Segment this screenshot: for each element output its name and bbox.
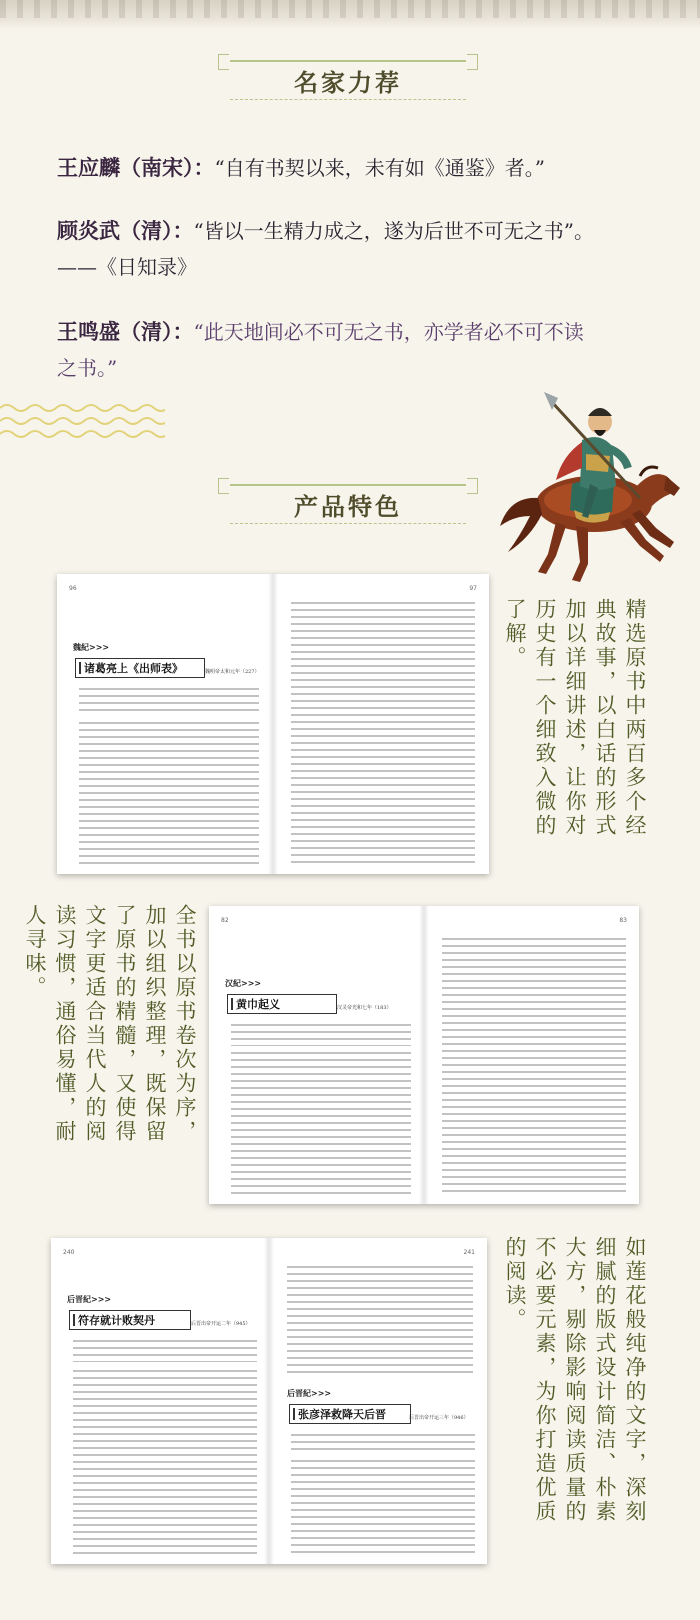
book-spine [419, 906, 429, 1204]
text-block [287, 1266, 473, 1378]
text-block [79, 688, 259, 714]
chapter-title-box [227, 994, 337, 1014]
book-page-left [57, 574, 273, 874]
page-number: 82 [221, 917, 229, 924]
chapter-date: 后晋出帝开运二年（945） [191, 1321, 251, 1327]
text-block [79, 722, 259, 867]
quote-text: “此天地间必不可无之书，亦学者必不可不读之书。” [57, 320, 584, 380]
text-block [291, 1460, 475, 1556]
section-title-recommend [230, 60, 466, 100]
book-spread-3 [51, 1238, 487, 1564]
chapter-title: 黄巾起义 [236, 998, 280, 1011]
book-page-right [273, 574, 489, 874]
chapter-title: 张彦泽救降天后晋 [298, 1408, 386, 1421]
text-block [231, 1052, 411, 1197]
section-title-features [230, 484, 466, 524]
book-page-left [51, 1238, 269, 1564]
chapter-date: 汉灵帝光和七年（183） [337, 1005, 392, 1011]
quote-text: “自有书契以来，未有如《通鉴》者。” [214, 156, 545, 180]
book-spine [268, 574, 278, 874]
quote-1 [57, 150, 597, 186]
section-label: 后晋紀>>> [67, 1294, 112, 1304]
chapter-title-box [69, 1310, 191, 1330]
chapter-date: 后晋出帝开运三年（946） [409, 1415, 469, 1421]
quote-author: 王应麟（南宋）： [57, 155, 215, 180]
feature-description-3: 如莲花般纯净的文字，深刻细腻的版式设计简洁、朴素大方，剔除影响阅读质量的不必要元素，为你打造优质的阅读。 [503, 1236, 647, 1524]
book-spine [264, 1238, 274, 1564]
page-number: 241 [463, 1249, 475, 1256]
text-block [442, 938, 626, 1196]
text-block [73, 1340, 257, 1362]
book-page-left [209, 906, 424, 1204]
feature-description-1: 精选原书中两百多个经典故事，以白话的形式加以详细讲述，让你对历史有一个细致入微的了解。 [503, 598, 647, 838]
page-number: 83 [619, 917, 627, 924]
chapter-title: 符存就计败契丹 [78, 1314, 155, 1327]
text-block [291, 602, 475, 867]
section-title-text: 名家力荐 [294, 67, 402, 97]
quote-2 [57, 213, 597, 285]
text-block [73, 1370, 257, 1555]
chapter-title-box [75, 658, 205, 678]
section-label: 魏紀>>> [73, 642, 110, 652]
book-spread-2 [209, 906, 639, 1204]
quote-author: 顾炎武（清）： [57, 218, 194, 243]
text-block [231, 1024, 411, 1046]
wavy-lines-decoration [0, 400, 165, 444]
section-title-text: 产品特色 [294, 491, 402, 521]
book-spread-1 [57, 574, 489, 874]
top-decorative-band [0, 0, 700, 30]
section-label: 后晋紀>>> [287, 1388, 332, 1398]
chapter-title-box [289, 1404, 411, 1424]
quote-text: “皆以一生精力成之，遂为后世不可无之书”。——《日知录》 [57, 219, 594, 279]
text-block [291, 1434, 475, 1454]
quote-author: 王鸣盛（清）： [57, 319, 194, 344]
section-label: 汉紀>>> [225, 978, 262, 988]
page-number: 97 [469, 585, 477, 592]
book-page-right [269, 1238, 487, 1564]
page-number: 240 [63, 1249, 75, 1256]
general-on-horse-illustration [490, 376, 690, 590]
page-number: 96 [69, 585, 77, 592]
book-page-right [424, 906, 639, 1204]
chapter-title: 诸葛亮上《出师表》 [84, 662, 183, 675]
feature-description-2: 全书以原书卷次为序，加以组织整理，既保留了原书的精髓，又使得文字更适合当代人的阅读习惯，通俗易懂，耐人寻味。 [23, 904, 197, 1144]
chapter-date: 魏明帝太和元年（227） [205, 669, 260, 675]
